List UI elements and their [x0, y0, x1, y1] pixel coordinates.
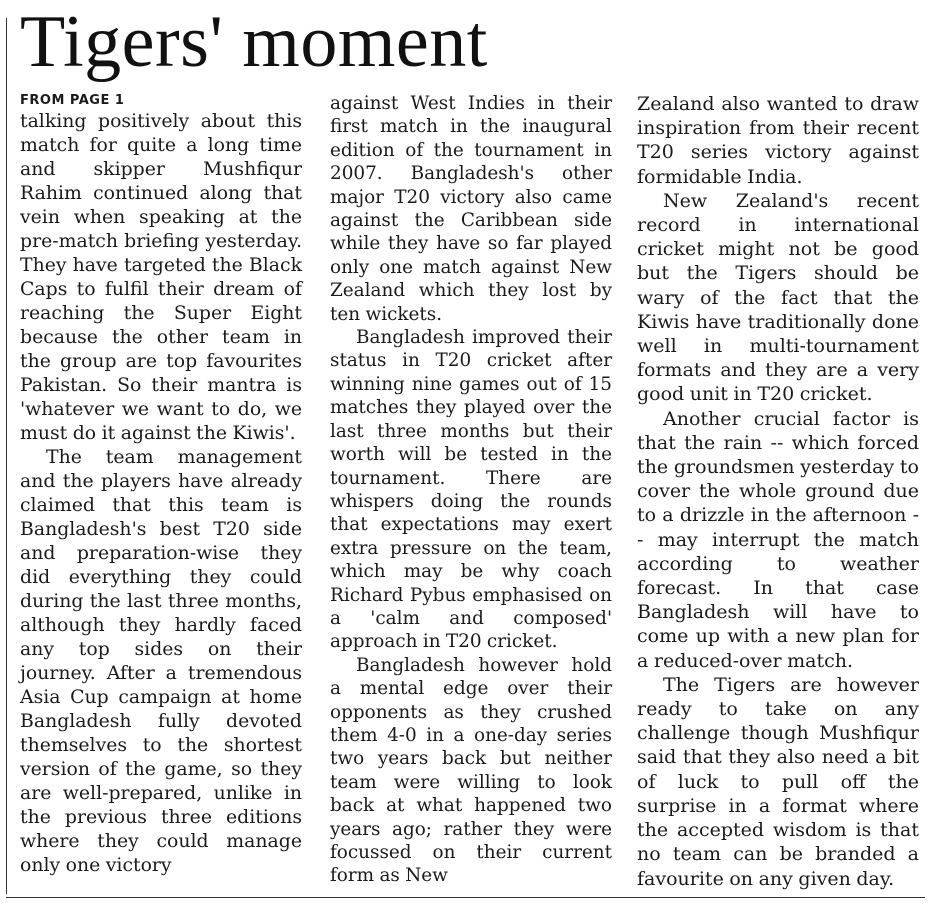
- paragraph: New Zealand's recent record in international cricket might not be good but the Tigers should be wary of the fact that the Kiwis have traditionally done well in multi-tournament formats and they are a very good unit in T20 cricket.: [637, 189, 919, 406]
- paragraph: The team management and the players have already claimed that this team is Bangladesh's best T20 side and preparation-wise they did everything they could during the last three months, although they hardly faced any top sides on their journey. After a tremendous Asia Cup campaign at home Bangladesh fully devoted themselves to the shortest version of the game, so they are well-prepared, unlike in the previous three editions where they could manage only one victory: [20, 447, 302, 876]
- paragraph: against West Indies in their first match in the inaugural edition of the tournament in 2007. Bangladesh's other major T20 victory also came against the Caribbean side while they have so far played only one match against New Zealand which they lost by ten wickets.: [330, 93, 612, 325]
- kicker-from-page: FROM PAGE 1: [20, 93, 125, 108]
- headline: Tigers' moment: [20, 1, 488, 83]
- paragraph: The Tigers are however ready to take on any challenge though Mushfiqur said that they also need a bit of luck to pull off the surprise in a format where the accepted wisdom is that no team can be branded a favourite on any given day.: [637, 673, 919, 890]
- paragraph: Bangladesh improved their status in T20 cricket after winning nine games out of 15 matches they played over the last three months but their worth will be tested in the tournament. There are whispers doing the rounds that expectations may exert extra pressure on the team, which may be why coach Richard Pybus emphasised on a 'calm and composed' approach in T20 cricket.: [330, 327, 612, 653]
- paragraph: Zealand also wanted to draw inspiration from their recent T20 series victory against formidable India.: [637, 93, 919, 188]
- article-column-3: [637, 92, 919, 891]
- bottom-rule: [6, 897, 925, 898]
- article-column-2: [330, 92, 612, 888]
- paragraph: talking positively about this match for quite a long time and skipper Mushfiqur Rahim continued along that vein when speaking at the pre-match briefing yesterday. They have targeted the Black Caps to fulfil their dream of reaching the Super Eight because the other team in the group are top favourites Pakistan. So their mantra is 'whatever we want to do, we must do it against the Kiwis'.: [20, 111, 302, 444]
- article-column-1: [20, 92, 302, 878]
- left-column-rule: [6, 18, 7, 894]
- paragraph: Bangladesh however hold a mental edge over their opponents as they crushed them 4-0 in a one-day series two years back but neither team were willing to look back at what happened two years ago; rather they were focussed on their current form as New: [330, 654, 612, 887]
- paragraph: Another crucial factor is that the rain -- which forced the groundsmen yesterday to cover the whole ground due to a drizzle in the afternoon -- may interrupt the match according to weather forecast. In that case Bangladesh will have to come up with a new plan for a reduced-over match.: [637, 407, 919, 672]
